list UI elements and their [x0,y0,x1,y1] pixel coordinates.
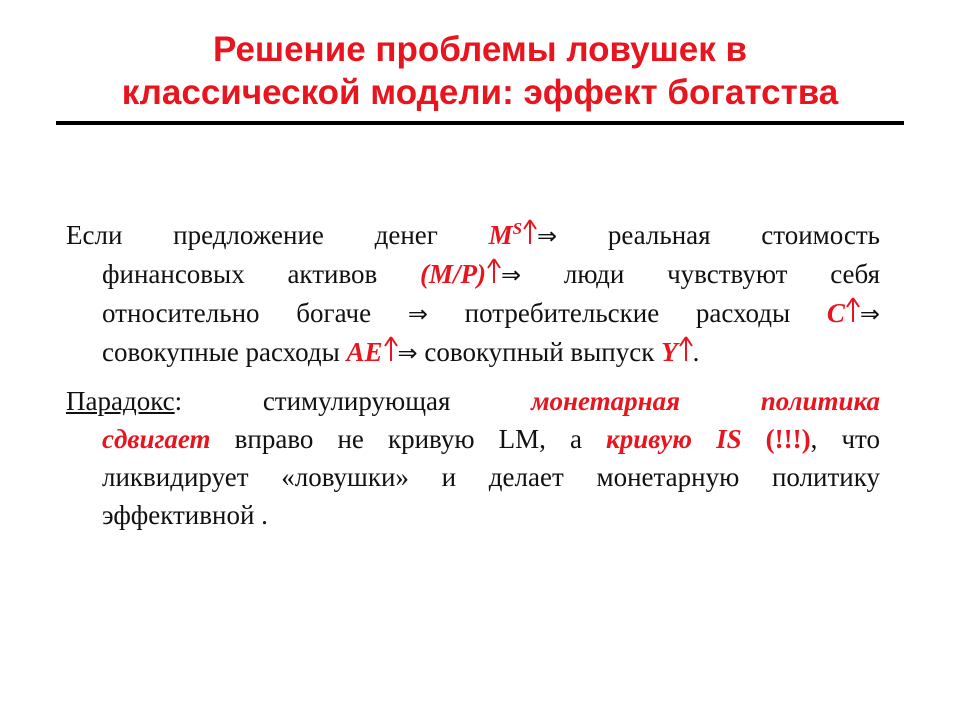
wealth-effect-paragraph [66,216,880,372]
text-segment: люди чувствуют себя [521,259,880,289]
up-arrow-icon [523,218,537,246]
implies-icon: ⇒ [859,300,880,328]
title-line-2: классической модели: эффект богатства [121,73,839,112]
text-segment: потребительские расходы [427,298,827,328]
text-segment: Если предложение денег [66,220,489,250]
text-segment: финансовых активов [102,259,421,289]
up-arrow-icon [487,257,501,285]
para1-line-1 [66,216,880,255]
implies-icon: ⇒ [407,300,428,328]
text-segment: : [174,386,183,416]
text-segment: , что [810,424,880,454]
para1-line-4 [66,333,880,372]
money-supply-var: M [488,220,513,250]
title-line-1: Решение проблемы ловушек в [212,30,747,69]
text-segment: совокупный выпуск [417,337,662,367]
text-segment: стимулирующая [182,386,532,416]
text-segment: относительно богаче [102,298,408,328]
is-curve-highlight: кривую IS [606,424,742,454]
consumption-symbol: C [826,298,845,328]
para2-line-4: эффективной . [102,500,268,530]
implies-icon: ⇒ [537,222,558,250]
slide-title [0,28,960,114]
money-supply-symbol [489,220,522,250]
para1-line-3 [66,294,880,333]
para2-line-2 [66,420,880,458]
text-segment: вправо не кривую LM, а [210,424,607,454]
paradox-label: Парадокс [66,386,175,416]
title-divider [56,121,904,125]
implies-icon: ⇒ [501,261,522,289]
text-segment: . [692,337,700,367]
para1-line-2 [66,255,880,294]
implies-icon: ⇒ [397,339,418,367]
real-balance-symbol: (M/P) [420,259,486,289]
slide-body [66,216,880,534]
aggregate-expenditure-symbol: AE [346,337,383,367]
up-arrow-icon [384,335,398,363]
exclamation-highlight: (!!!) [741,424,811,454]
shifts-highlight: сдвигает [102,424,211,454]
paradox-paragraph [66,382,880,534]
para2-line-1 [66,382,880,420]
up-arrow-icon [679,335,693,363]
up-arrow-icon [846,296,860,324]
text-segment: реальная стоимость [557,220,880,250]
monetary-policy-highlight: монетарная политика [531,386,880,416]
output-symbol: Y [661,337,678,367]
text-segment: совокупные расходы [102,337,347,367]
para2-line-3: ликвидирует «ловушки» и делает монетарную политику [102,462,880,492]
money-supply-sup: S [512,219,523,238]
